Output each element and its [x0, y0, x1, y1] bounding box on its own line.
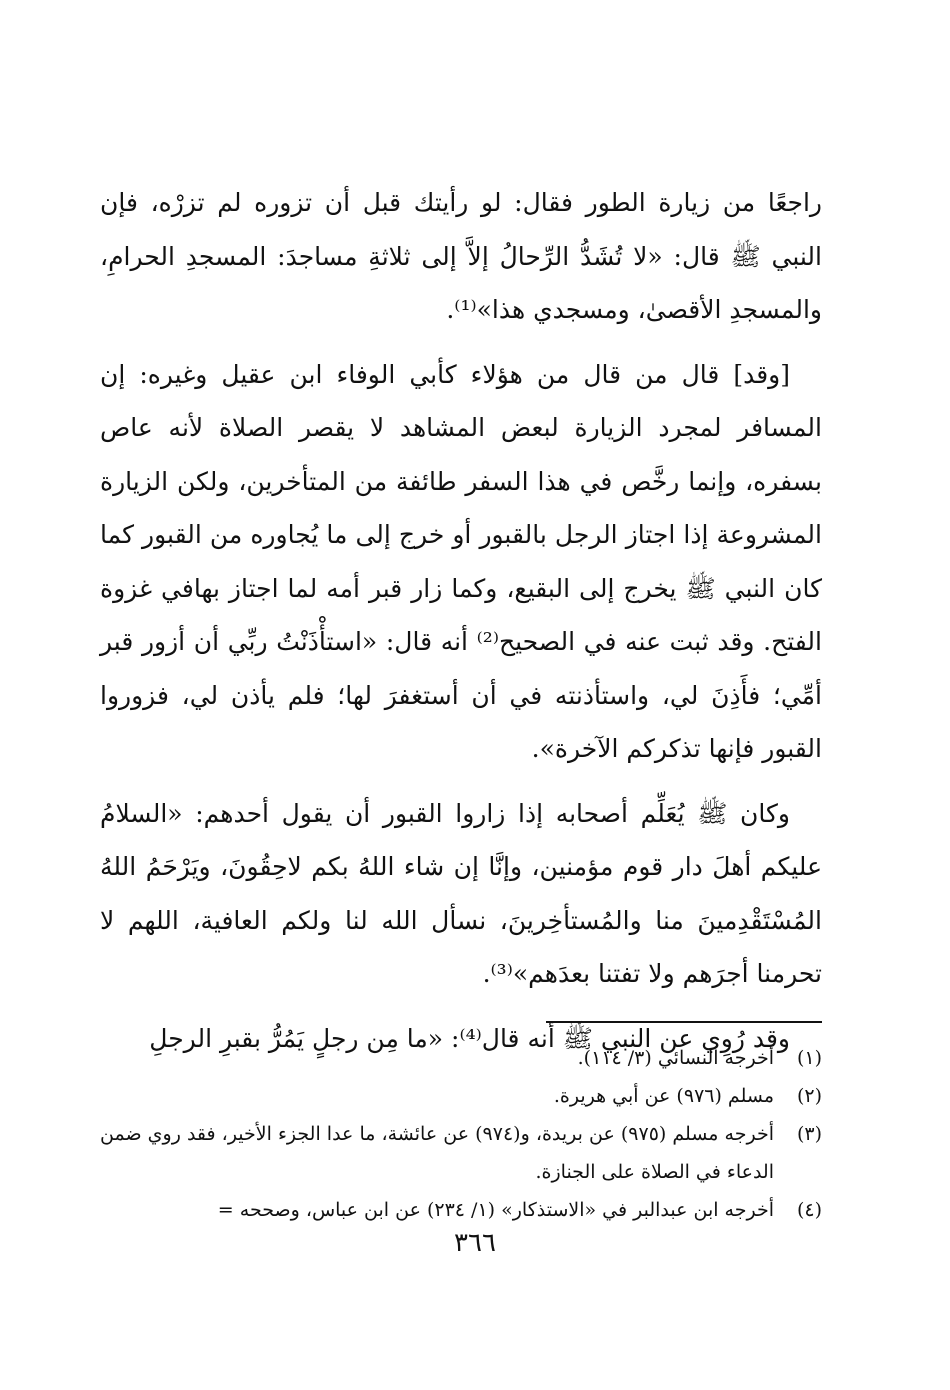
- footnotes: [100, 1039, 822, 1229]
- footnote-text: مسلم (٩٧٦) عن أبي هريرة.: [553, 1085, 774, 1107]
- paragraph: [وقد] قال من قال من هؤلاء كأبي الوفاء ابن عقيل وغيره: إن المسافر لمجرد الزيارة لبعض المشاهد لا يقصر الصلاة لأنه عاص بسفره، وإنما رخَّص في هذا السفر طائفة من المتأخرين، ولكن الزيارة المشروعة إذا اجتاز الرجل بالقبور أو خرج إلى ما يُجاوره من القبور كما كان النبي ﷺ يخرج إلى البقيع، وكما زار قبر أمه لما اجتاز بهافي غزوة الفتح. وقد ثبت عنه في الصحيح⁽²⁾ أنه قال: «استأْذَنْتُ ربِّي أن أزور قبر أمِّي؛ فأَذِنَ لي، واستأذنته في أن أستغفرَ لها؛ فلم يأذن لي، فزوروا القبور فإنها تذكركم الآخرة».: [100, 359, 822, 763]
- footnote-separator: [546, 1021, 822, 1023]
- footnote: [100, 1115, 822, 1191]
- paragraph: راجعًا من زيارة الطور فقال: لو رأيتك قبل أن تزوره لم تزرْه، فإن النبي ﷺ قال: «لا تُشَدُّ الرِّحالُ إلاَّ إلى ثلاثةِ مساجدَ: المسجدِ الحرامِ، والمسجدِ الأقصىٰ، ومسجدي هذا»⁽¹⁾.: [100, 188, 822, 324]
- main-text: [100, 176, 822, 1076]
- paragraph: وكان ﷺ يُعَلِّم أصحابه إذا زاروا القبور أن يقول أحدهم: «السلامُ عليكم أهلَ دار قوم مؤمنين، وإنَّا إن شاء اللهُ بكم لاحِقُونَ، ويَرْحَمُ اللهُ المُسْتَقْدِمينَ منا والمُستأخِرينَ، نسأل الله لنا ولكم العافية، اللهم لا تحرمنا أجرَهم ولا تفتنا بعدَهم»⁽³⁾.: [100, 798, 822, 988]
- footnote-text: أخرجه مسلم (٩٧٥) عن بريدة، و(٩٧٤) عن عائشة، ما عدا الجزء الأخير، فقد روي ضمن الدعاء في الصلاة على الجنازة.: [100, 1123, 774, 1183]
- footnote-number: (٤): [796, 1199, 822, 1221]
- footnote: [100, 1077, 822, 1115]
- footnote-text: أخرجه ابن عبدالبر في «الاستذكار» (١/ ٢٣٤) عن ابن عباس، وصححه =: [217, 1199, 774, 1221]
- footnote-number: (٣): [796, 1123, 822, 1145]
- footnote: [100, 1191, 822, 1229]
- footnote-number: (٢): [796, 1085, 822, 1107]
- paragraph: وقد رُوِي عن النبي ﷺ أنه قال⁽⁴⁾: «ما مِن رجلٍ يَمُرُّ بقبرِ الرجلِ: [149, 1023, 790, 1053]
- footnote: [100, 1039, 822, 1077]
- page-number: ٣٦٦: [454, 1228, 496, 1258]
- footnote-number: (١): [796, 1047, 822, 1069]
- footnote-text: أخرجه النسائي (٣/ ١١٤).: [577, 1047, 774, 1069]
